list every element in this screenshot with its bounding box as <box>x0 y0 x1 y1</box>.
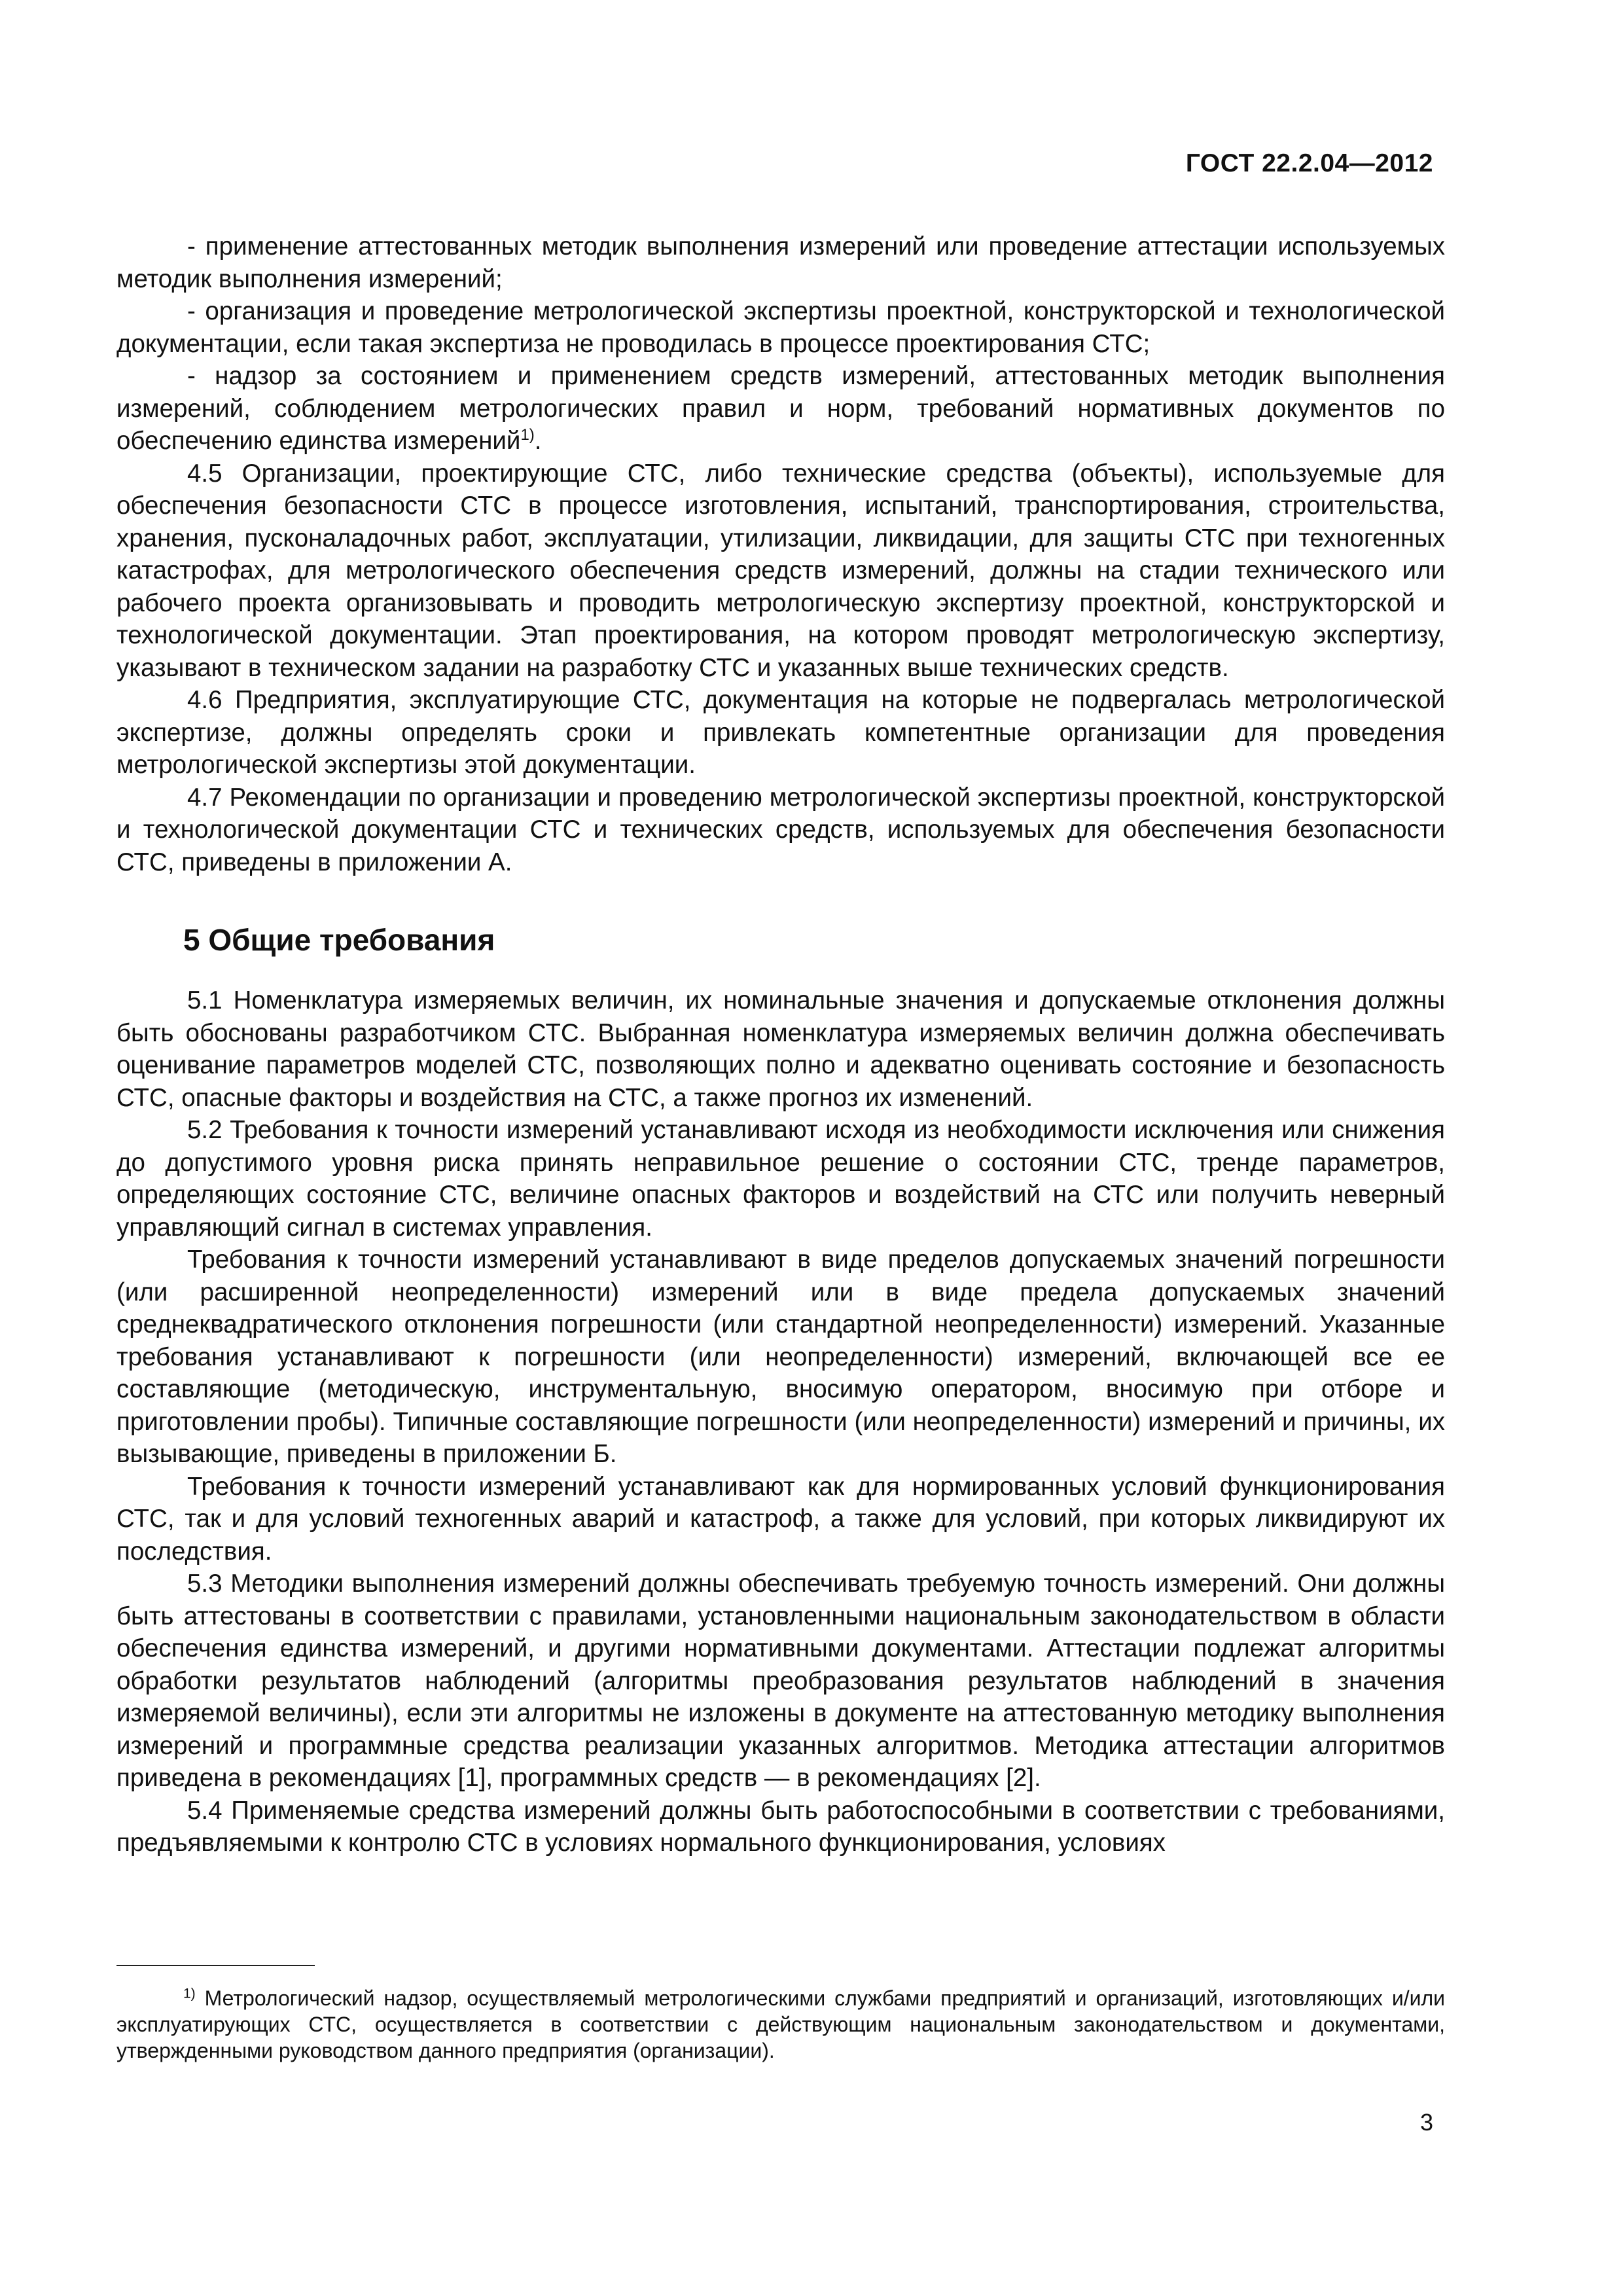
paragraph-4-7: 4.7 Рекомендации по организации и проведению метрологической экспертизы проектной, конструкторской и технологической документации СТС и технических средств, используемых для обеспечения безопасности СТС, приведены в приложении А. <box>116 783 1445 876</box>
paragraph-4-5: 4.5 Организации, проектирующие СТС, либо технические средства (объекты), используемые для обеспечения безопасности СТС в процессе изготовления, испытаний, транспортирования, строительства, хранения, пусконаладочных работ, эксплуатации, утилизации, ликвидации, для защиты СТС при техногенных катастрофах, для метрологического обеспечения средств измерений, должны на стадии технического или рабочего проекта организовывать и проводить метрологическую экспертизу проектной, конструкторской и технологической документации. Этап проектирования, на котором проводят метрологическую экспертизу, указывают в техническом задании на разработку СТС и указанных выше технических средств. <box>116 459 1445 682</box>
paragraph-5-4: 5.4 Применяемые средства измерений должны быть работоспособными в соответствии с требованиями, предъявляемыми к контролю СТС в условиях нормального функционирования, условиях <box>116 1796 1445 1857</box>
footnote-body: Метрологический надзор, осуществляемый метрологическими службами предприятий и организаций, изготовляющих и/или эксплуатирующих СТС, осуществляется в соответствии с действующим национальным законодательством и документами, утвержденными руководством данного предприятия (организации). <box>116 1986 1446 2062</box>
page-number: 3 <box>1419 2109 1433 2136</box>
paragraph-4-6: 4.6 Предприятия, эксплуатирующие СТС, документация на которые не подвергалась метрологической экспертизе, должны определять сроки и привлекать компетентные организации для проведения метрологической экспертизы этой документации. <box>116 686 1445 779</box>
body-text <box>116 230 1445 1859</box>
paragraph-5-2-accuracy-forms: Требования к точности измерений устанавливают в виде пределов допускаемых значений погрешности (или расширенной неопределенности) измерений или в виде предела допускаемых значений среднеквадратического отклонения погрешности (или стандартной неопределенности) измерений. Указанные требования устанавливают к погрешности (или неопределенности) измерений, включающей все ее составляющие (методическую, инструментальную, вносимую оператором, вносимую при отборе и приготовлении пробы). Типичные составляющие погрешности (или неопределенности) измерений и причины, их вызывающие, приведены в приложении Б. <box>116 1246 1445 1468</box>
paragraph-item-3-text: - надзор за состоянием и применением средств измерений, аттестованных методик выполнения измерений, соблюдением метрологических правил и норм, требований нормативных документов по обеспечению единства измерений <box>116 362 1445 455</box>
paragraph-5-3: 5.3 Методики выполнения измерений должны обеспечивать требуемую точность измерений. Они должны быть аттестованы в соответствии с правилами, установленными национальным законодательством в области обеспечения единства измерений, и другими нормативными документами. Аттестации подлежат алгоритмы обработки результатов наблюдений (алгоритмы преобразования результатов наблюдений в значения измеряемой величины), если эти алгоритмы не изложены в документе на аттестованную методику выполнения измерений и программные средства реализации указанных алгоритмов. Методика аттестации алгоритмов приведена в рекомендациях [1], программных средств — в рекомендациях [2]. <box>116 1570 1445 1792</box>
paragraph-5-2-conditions: Требования к точности измерений устанавливают как для нормированных условий функционирования СТС, так и для условий техногенных аварий и катастроф, а также для условий, при которых ликвидируют их последствия. <box>116 1472 1445 1566</box>
footnote <box>116 1985 1445 2064</box>
paragraph-item-3-tail: . <box>534 427 542 455</box>
paragraph-item-1: - применение аттестованных методик выполнения измерений или проведение аттестации используемых методик выполнения измерений; <box>116 232 1445 293</box>
document-code: ГОСТ 22.2.04—2012 <box>1185 149 1433 177</box>
paragraph-item-2: - организация и проведение метрологической экспертизы проектной, конструкторской и технологической документации, если такая экспертиза не проводилась в процессе проектирования СТС; <box>116 297 1445 358</box>
paragraph-5-1: 5.1 Номенклатура измеряемых величин, их номинальные значения и допускаемые отклонения должны быть обоснованы разработчиком СТС. Выбранная номенклатура измеряемых величин должна обеспечивать оценивание параметров моделей СТС, позволяющих полно и адекватно оценивать состояние и безопасность СТС, опасные факторы и воздействия на СТС, а также прогноз их изменений. <box>116 986 1445 1112</box>
paragraph-5-2: 5.2 Требования к точности измерений устанавливают исходя из необходимости исключения или снижения до допустимого уровня риска принять неправильное решение о состоянии СТС, тренде параметров, определяющих состояние СТС, величине опасных факторов и воздействий на СТС или получить неверный управляющий сигнал в системах управления. <box>116 1116 1445 1242</box>
section-heading: 5 Общие требования <box>183 923 495 957</box>
footnote-text <box>116 1985 1445 2064</box>
paragraph-item-3 <box>116 360 1445 457</box>
footnote-reference[interactable]: 1) <box>520 426 535 444</box>
footnote-marker: 1) <box>183 1986 196 2001</box>
footnote-divider <box>116 1965 315 1966</box>
